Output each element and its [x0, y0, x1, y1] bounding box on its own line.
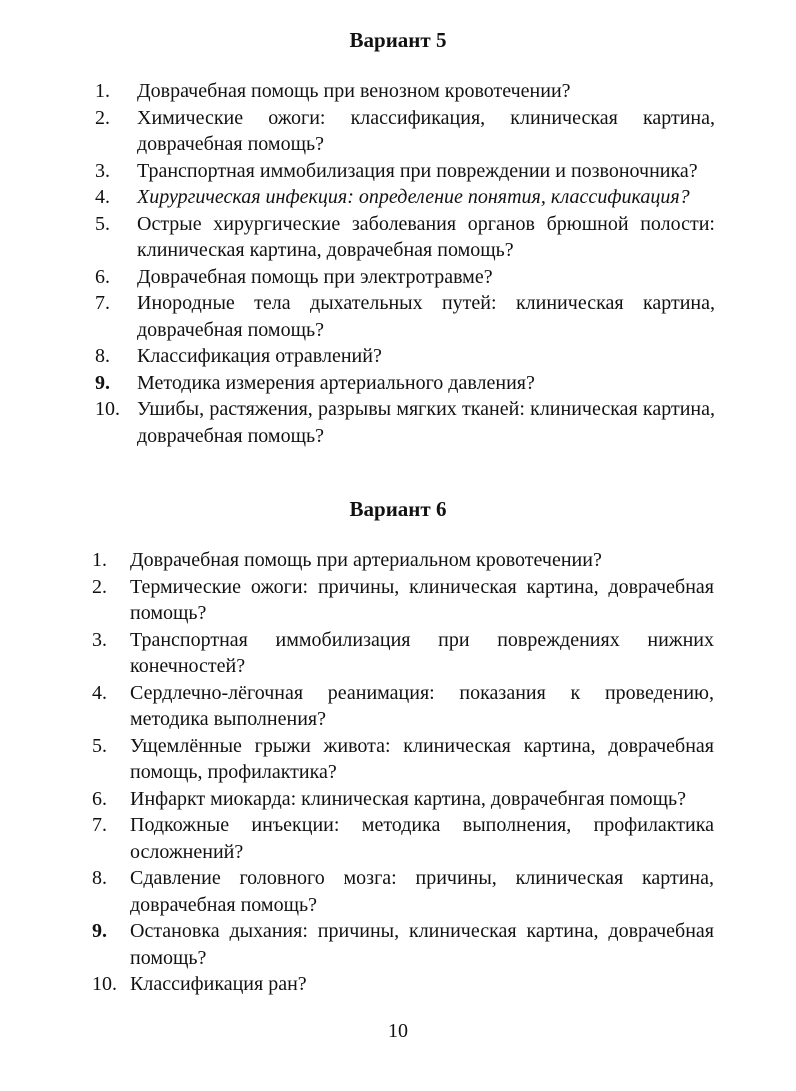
- question-text: Классификация отравлений?: [137, 345, 382, 367]
- question-item: [95, 264, 715, 291]
- question-text: Транспортная иммобилизация при повреждениях нижних конечностей?: [130, 628, 714, 677]
- question-text: Подкожные инъекции: методика выполнения, профилактика осложнений?: [130, 814, 714, 863]
- question-number: 9.: [95, 371, 110, 394]
- question-text: Доврачебная помощь при артериальном кровотечении?: [130, 549, 602, 571]
- question-text: Химические ожоги: классификация, клиническая картина, доврачебная помощь?: [137, 106, 715, 155]
- question-item: [92, 627, 714, 680]
- question-number: 6.: [95, 265, 110, 288]
- question-number: 10.: [92, 973, 117, 995]
- question-text: Ушибы, растяжения, разрывы мягких тканей: клиническая картина, доврачебная помощь?: [137, 398, 715, 447]
- question-text: Острые хирургические заболевания органов брюшной полости: клиническая картина, доврачебная помощь?: [137, 212, 715, 261]
- variant-6-question-list: [92, 547, 714, 998]
- question-number: 2.: [92, 575, 107, 598]
- question-item: [92, 812, 714, 865]
- question-number: 3.: [92, 628, 107, 651]
- question-item: [92, 733, 714, 786]
- question-number: 5.: [95, 212, 110, 235]
- question-number: 4.: [95, 186, 110, 208]
- question-number: 9.: [92, 920, 107, 942]
- question-text: Ущемлённые грыжи живота: клиническая картина, доврачебная помощь, профилактика?: [130, 734, 714, 783]
- question-item: [92, 918, 714, 971]
- question-number: 7.: [95, 292, 110, 314]
- question-number: 3.: [95, 159, 110, 182]
- question-item: [95, 370, 715, 397]
- question-number: 2.: [95, 106, 110, 129]
- variant-5-title: Вариант 5: [349, 28, 447, 52]
- question-number: 6.: [92, 787, 107, 810]
- variant-5-question-list: [95, 78, 715, 449]
- page-number: 10: [388, 1020, 408, 1042]
- question-item: [92, 680, 714, 733]
- question-text: Хирургическая инфекция: определение понятия, классификация?: [137, 186, 690, 208]
- question-number: 1.: [95, 80, 110, 102]
- question-item: [95, 211, 715, 264]
- question-number: 5.: [92, 734, 107, 757]
- question-item: [95, 105, 715, 158]
- variant-6-title: Вариант 6: [349, 497, 447, 521]
- question-number: 7.: [92, 814, 107, 836]
- question-text: Остановка дыхания: причины, клиническая картина, доврачебная помощь?: [130, 920, 714, 969]
- question-item: [92, 786, 714, 813]
- question-text: Термические ожоги: причины, клиническая картина, доврачебная помощь?: [130, 575, 714, 624]
- question-number: 4.: [92, 681, 107, 704]
- question-text: Инфаркт миокарда: клиническая картина, доврачебнгая помощь?: [130, 787, 686, 810]
- question-item: [95, 78, 715, 105]
- question-text: Инородные тела дыхательных путей: клиническая картина, доврачебная помощь?: [137, 292, 715, 341]
- question-number: 1.: [92, 549, 107, 571]
- question-text: Сдавление головного мозга: причины, клиническая картина, доврачебная помощь?: [130, 867, 714, 916]
- question-number: 10.: [95, 398, 120, 420]
- question-item: [92, 547, 714, 574]
- question-item: [95, 184, 715, 211]
- question-item: [95, 396, 715, 449]
- question-number: 8.: [95, 345, 110, 367]
- question-text: Доврачебная помощь при электротравме?: [137, 265, 493, 288]
- question-item: [92, 574, 714, 627]
- question-item: [95, 343, 715, 370]
- question-text: Классификация ран?: [130, 973, 307, 995]
- question-item: [92, 865, 714, 918]
- question-text: Доврачебная помощь при венозном кровотечении?: [137, 80, 571, 102]
- question-text: Транспортная иммобилизация при повреждении и позвоночника?: [137, 159, 698, 182]
- question-item: [95, 158, 715, 185]
- question-item: [95, 290, 715, 343]
- question-text: Сердлечно-лёгочная реанимация: показания к проведению, методика выполнения?: [130, 681, 714, 730]
- question-text: Методика измерения артериального давления?: [137, 371, 535, 394]
- question-number: 8.: [92, 867, 107, 889]
- question-item: [92, 971, 714, 998]
